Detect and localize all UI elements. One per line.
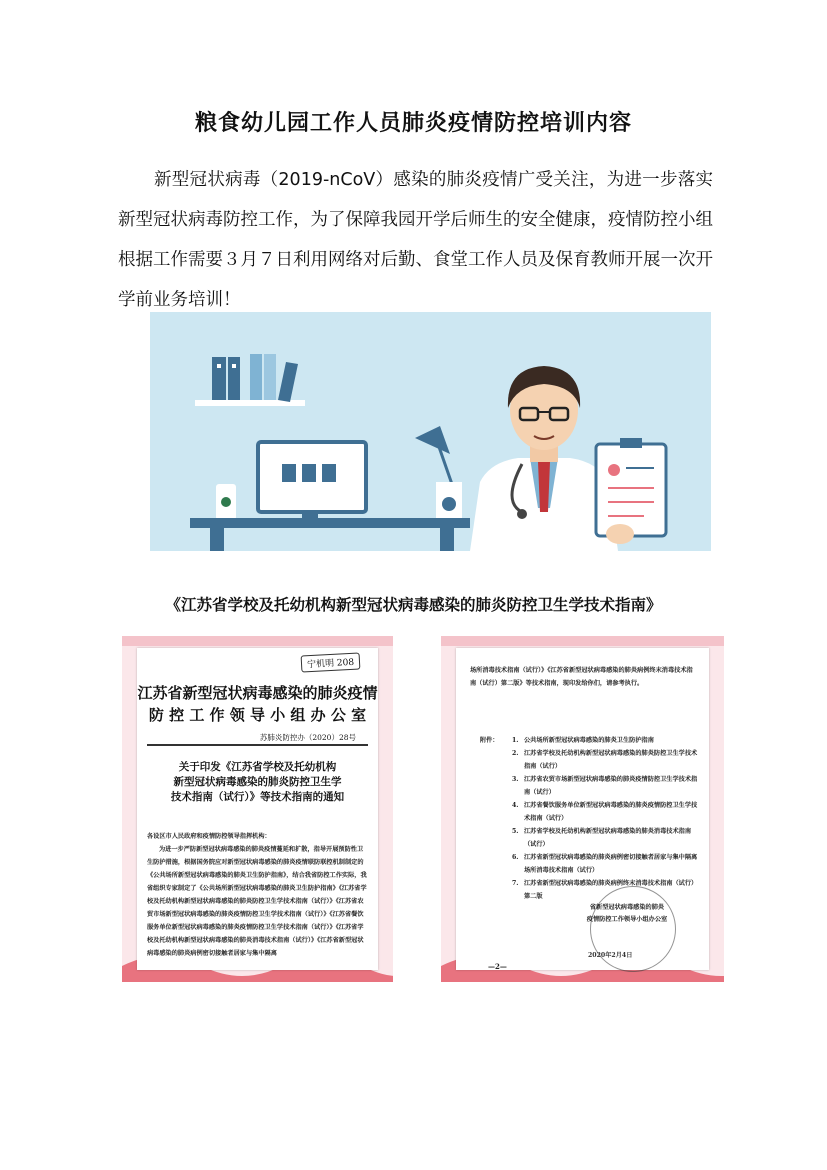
notice-title-line: 新型冠状病毒感染的肺炎防控卫生学	[173, 776, 342, 788]
signature-line: 省新型冠状病毒感染的肺炎	[589, 904, 665, 911]
issuer-line-2: 防 控 工 作 领 导 小 组 办 公 室	[148, 706, 367, 724]
clipboard-icon	[596, 438, 666, 536]
attachment-item: 附件： 1. 公共场所新型冠状病毒感染的肺炎卫生防护指南	[480, 734, 701, 747]
notice-continuation: 场所消毒技术指南（试行）》《江苏省新型冠状病毒感染的肺炎病例终末消毒技术指南（试行）第二版》等技术指南，现印发给你们，请参考执行。	[470, 667, 693, 687]
page-title: 粮食幼儿园工作人员肺炎疫情防控培训内容	[194, 110, 632, 136]
intro-paragraph: 新型冠状病毒（2019-nCoV）感染的肺炎疫情广受关注，为进一步落实新型冠状病毒防控工作，为了保障我园开学后师生的安全健康，疫情防控小组根据工作需要３月７日利用网络对后勤、食堂工作人员及保育教师开展一次开学前业务培训！	[118, 170, 713, 310]
document-image-page2	[441, 636, 724, 982]
computer-monitor-icon	[258, 442, 366, 520]
notice-body	[147, 830, 368, 960]
received-stamp: 宁机明 208	[301, 652, 361, 672]
attachment-item: 6. 江苏省新型冠状病毒感染的肺炎病例密切接触者居家与集中隔离场所消毒技术指南（试行）	[512, 854, 698, 874]
attachment-list	[480, 734, 701, 903]
notice-paragraph: 为进一步严防新型冠状病毒感染的肺炎疫情蔓延和扩散，指导开展预防性卫生防护措施，根据国务院应对新型冠状病毒感染的肺炎疫情联防联控机制制定的《公共场所新型冠状病毒感染的肺炎卫生防护指南》，结合我省防控工作实际，我省组织专家制定了《公共场所新型冠状病毒感染的肺炎卫生防护指南》《江苏省学校及托幼机构新型冠状病毒感染的肺炎防控卫生学技术指南（试行）》《江苏省农贸市场新型冠状病毒感染的肺炎疫情防控卫生学技术指南（试行）》《江苏省餐饮服务单位新型冠状病毒感染的肺炎疫情防控卫生学技术指南（试行）》《江苏省学校及托幼机构新型冠状病毒感染的肺炎消毒技术指南（试行）》《江苏省新型冠状病毒感染的肺炎病例密切接触者居家与集中隔离	[147, 846, 367, 957]
desk	[190, 518, 470, 528]
document-caption: 《江苏省学校及托幼机构新型冠状病毒感染的肺炎防控卫生学技术指南》	[165, 595, 662, 614]
issue-date: 2020年2月4日	[588, 952, 633, 959]
document-image-page1	[122, 636, 393, 982]
official-seal	[590, 886, 676, 972]
notice-addressee: 各设区市人民政府和疫情防控领导指挥机构：	[147, 833, 271, 840]
issuer-signature	[542, 902, 712, 926]
document-paper	[137, 648, 378, 970]
attachment-label: 附件：	[480, 737, 499, 744]
document-number: 苏肺炎防控办（2020）28号	[259, 733, 356, 742]
notice-title-line: 技术指南（试行）》等技术指南的通知	[170, 791, 345, 803]
signature-line: 疫情防控工作领导小组办公室	[586, 916, 668, 923]
attachment-item: 4. 江苏省餐饮服务单位新型冠状病毒感染的肺炎疫情防控卫生学技术指南（试行）	[512, 802, 698, 822]
page-number: —2—	[488, 962, 507, 971]
doctor-illustration	[150, 312, 711, 551]
attachment-item: 2. 江苏省学校及托幼机构新型冠状病毒感染的肺炎防控卫生学技术指南（试行）	[512, 750, 698, 770]
notice-title-line: 关于印发《江苏省学校及托幼机构	[178, 761, 337, 773]
attachment-item: 7. 江苏省新型冠状病毒感染的肺炎病例终末消毒技术指南（试行）第二版	[512, 880, 698, 900]
cup-icon	[216, 484, 236, 520]
attachment-item: 5. 江苏省学校及托幼机构新型冠状病毒感染的肺炎消毒技术指南（试行）	[512, 828, 692, 848]
document-paper	[456, 648, 709, 970]
speaker-icon	[436, 482, 462, 520]
issuer-line-1: 江苏省新型冠状病毒感染的肺炎疫情	[137, 684, 378, 702]
header-rule	[147, 744, 368, 746]
attachment-item: 3. 江苏省农贸市场新型冠状病毒感染的肺炎疫情防控卫生学技术指南（试行）	[512, 776, 698, 796]
notice-title	[157, 760, 358, 805]
